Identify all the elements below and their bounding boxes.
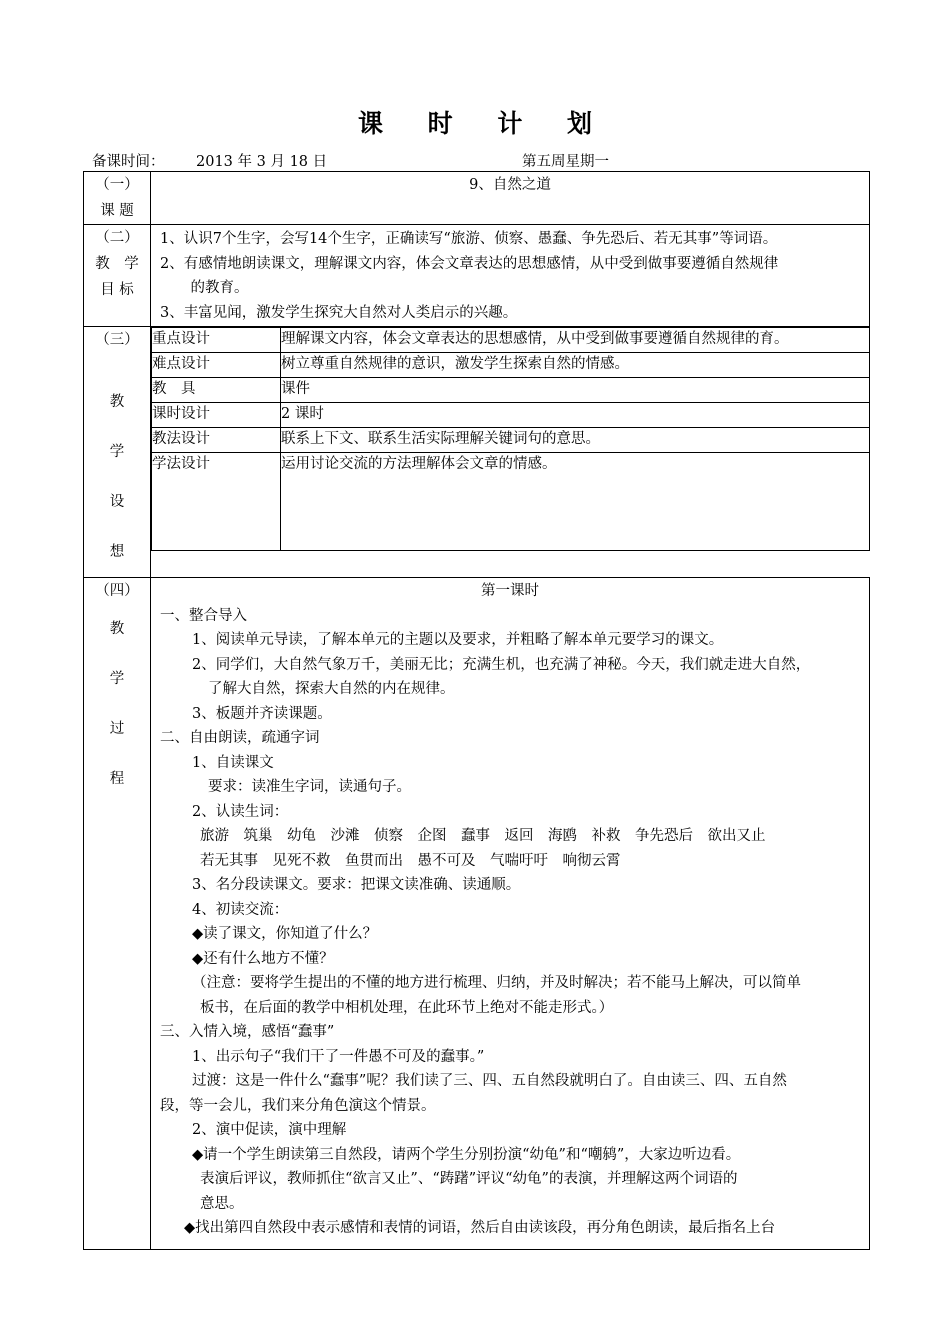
objective-line: 2、有感情地朗读课文，理解课文内容，体会文章表达的思想感情，从中受到做事要遵循自然规律 [160, 255, 779, 272]
process-line: 三、入情入境，感悟“蠢事” [160, 1024, 335, 1040]
process-char: 学 [109, 671, 125, 687]
process-line: ◆找出第四自然段中表示感情和表情的词语，然后自由读该段，再分角色朗读，最后指名上台 [184, 1220, 776, 1236]
process-line: 意思。 [200, 1195, 244, 1212]
topic-row [84, 172, 870, 225]
process-line: 4、初读交流： [192, 901, 289, 918]
design-value: 课件 [281, 378, 870, 403]
design-label: 教 具 [152, 378, 281, 403]
design-content [151, 327, 870, 578]
section1-number: （一） [95, 177, 139, 193]
process-content [151, 578, 870, 1250]
section2-name-line2: 目 标 [100, 282, 134, 298]
section2-number: （二） [95, 230, 139, 246]
design-char: 设 [109, 494, 125, 510]
process-line: （注意：要将学生提出的不懂的地方进行梳理、归纳，并及时解决；若不能马上解决，可以简单 [192, 975, 801, 991]
process-line: 3、板题并齐读课题。 [192, 705, 332, 722]
section2-name-line1: 教 学 [95, 256, 139, 272]
process-label-cell [84, 578, 151, 1250]
objectives-row [84, 225, 870, 327]
design-label: 教法设计 [152, 428, 281, 453]
topic-label-cell [84, 172, 151, 225]
process-line: 一、整合导入 [160, 607, 247, 624]
process-line: 3、名分段读课文。要求：把课文读准确、读通顺。 [192, 877, 521, 893]
objectives-content [151, 225, 870, 327]
process-line: 2、演中促读，演中理解 [192, 1122, 347, 1138]
process-line: 要求：读准生字词，读通句子。 [208, 779, 411, 795]
objectives-label-cell [84, 225, 151, 327]
section4-number: （四） [95, 583, 139, 599]
design-value: 联系上下文、联系生活实际理解关键词句的意思。 [281, 428, 870, 453]
process-line: 若无其事 见死不救 鱼贯而出 愚不可及 气喘吁吁 响彻云霄 [200, 852, 621, 869]
process-line: ◆读了课文，你知道了什么？ [192, 926, 378, 942]
lesson-plan-table [83, 171, 870, 1250]
lesson-period-heading: 第一课时 [481, 583, 539, 599]
design-char: 想 [109, 544, 125, 560]
process-line: 2、认读生词： [192, 803, 289, 820]
process-line: 了解大自然，探索大自然的内在规律。 [208, 681, 455, 697]
process-char: 过 [109, 721, 125, 737]
section3-number: （三） [95, 332, 139, 348]
design-label: 难点设计 [152, 353, 281, 378]
design-char: 学 [109, 444, 125, 460]
objective-line: 的教育。 [176, 280, 249, 296]
process-line: ◆还有什么地方不懂？ [192, 950, 334, 967]
process-line: 板书，在后面的教学中相机处理，在此环节上绝对不能走形式。） [200, 999, 614, 1016]
process-line: 1、出示句子“我们干了一件愚不可及的蠢事。” [192, 1048, 485, 1065]
design-value: 运用讨论交流的方法理解体会文章的情感。 [281, 453, 870, 551]
prep-date-value: 2013 年 3 月 18 日 [196, 154, 328, 170]
lesson-topic: 9、自然之道 [151, 172, 870, 225]
week-day: 第五周星期一 [522, 154, 609, 170]
process-line: 1、自读课文 [192, 754, 274, 771]
design-inner-table [151, 327, 870, 551]
design-char: 教 [109, 394, 125, 410]
objective-line: 3、丰富见闻，激发学生探究大自然对人类启示的兴趣。 [160, 304, 518, 321]
design-label: 重点设计 [152, 328, 281, 353]
design-label: 学法设计 [152, 453, 281, 551]
process-row [84, 578, 870, 1250]
process-line: ◆请一个学生朗读第三自然段，请两个学生分别扮演“幼龟”和“嘲鸫”，大家边听边看。 [192, 1146, 741, 1163]
design-label-cell [84, 327, 151, 578]
process-line: 表演后评议，教师抓住“欲言又止”、“踌躇”评议“幼龟”的表演，并理解这两个词语的 [200, 1171, 738, 1187]
design-row [84, 327, 870, 578]
process-char: 程 [109, 771, 125, 787]
process-line: 段，等一会儿，我们来分角色演这个情景。 [160, 1097, 436, 1114]
design-label: 课时设计 [152, 403, 281, 428]
process-line: 二、自由朗读，疏通字词 [160, 730, 320, 746]
design-value: 树立尊重自然规律的意识，激发学生探索自然的情感。 [281, 353, 870, 378]
objective-line: 1、认识7个生字，会写14个生字，正确读写“旅游、侦察、愚蠢、争先恐后、若无其事”等词语。 [160, 231, 778, 247]
design-value: 理解课文内容，体会文章表达的思想感情，从中受到做事要遵循自然规律的育。 [281, 328, 870, 353]
process-char: 教 [109, 621, 125, 637]
prep-date-label: 备课时间： [92, 154, 165, 170]
process-line: 1、阅读单元导读，了解本单元的主题以及要求，并粗略了解本单元要学习的课文。 [192, 632, 724, 648]
process-line: 2、同学们，大自然气象万千，美丽无比；充满生机，也充满了神秘。今天，我们就走进大自然， [192, 656, 811, 673]
design-value: 2 课时 [281, 403, 870, 428]
process-line: 旅游 筑巢 幼龟 沙滩 侦察 企图 蠢事 返回 海鸥 补救 争先恐后 欲出又止 [200, 828, 766, 844]
process-line: 过渡：这是一件什么“蠢事”呢？我们读了三、四、五自然段就明白了。自由读三、四、五自然 [192, 1073, 787, 1089]
section1-name: 课 题 [100, 203, 134, 219]
page-title: 课 时 计 划 [357, 109, 611, 138]
